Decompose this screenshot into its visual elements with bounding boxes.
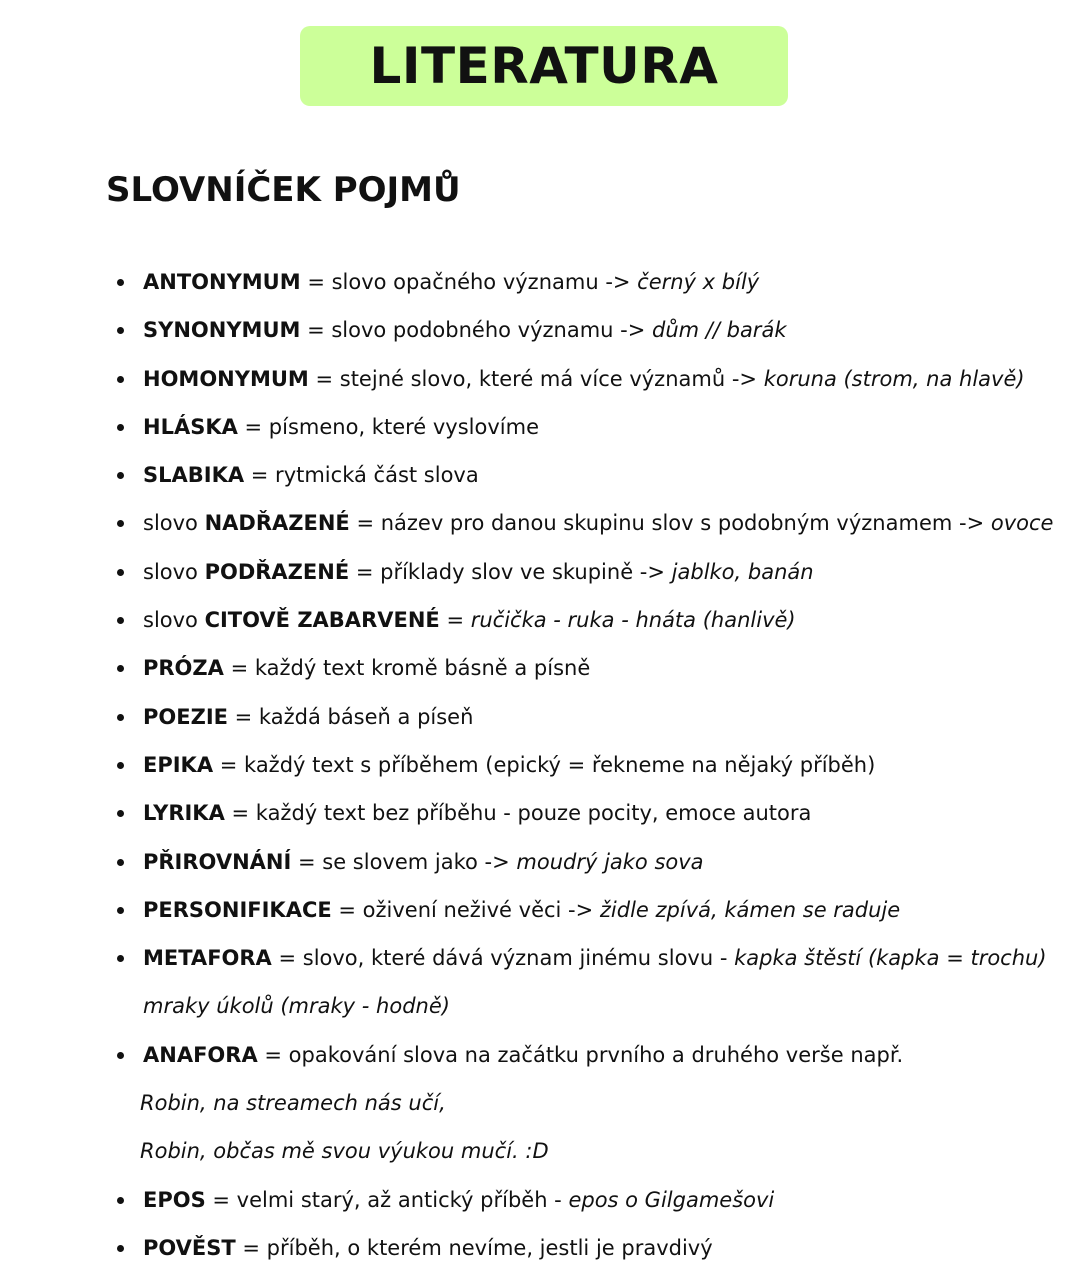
term-definition: = každý text s příběhem (epický = řekneme na nějaký příběh)	[213, 752, 876, 777]
term-name: EPOS	[143, 1187, 206, 1212]
list-item	[0, 886, 1080, 934]
term-name: METAFORA	[143, 946, 272, 971]
term-name: PODŘAZENÉ	[204, 559, 350, 584]
term-name: ANAFORA	[143, 1042, 258, 1067]
term-prefix: slovo	[143, 559, 205, 584]
term-example: koruna (strom, na hlavě)	[763, 366, 1025, 391]
term-definition: = opakování slova na začátku prvního a druhého verše např.	[257, 1042, 904, 1067]
list-item	[0, 1224, 1080, 1272]
list-item	[0, 596, 1080, 644]
term-name: PRÓZA	[143, 656, 224, 681]
verse-line	[0, 1127, 1080, 1175]
term-definition: = se slovem jako ->	[291, 849, 517, 874]
list-item	[0, 548, 1080, 596]
verse-text: Robin, na streamech nás učí,	[140, 1091, 446, 1116]
term-definition: = oživení neživé věci ->	[331, 897, 600, 922]
term-name: SYNONYMUM	[143, 318, 301, 343]
list-item-anafora	[0, 1031, 1080, 1079]
term-name: PŘIROVNÁNÍ	[143, 849, 292, 874]
term-example: ručička - ruka - hnáta (hanlivě)	[470, 608, 796, 633]
list-item	[0, 1176, 1080, 1224]
term-name: NADŘAZENÉ	[204, 511, 350, 536]
term-prefix: slovo	[143, 608, 205, 633]
list-item-metafora	[0, 934, 1047, 982]
term-list	[0, 258, 1080, 1272]
term-definition: = každý text bez příběhu - pouze pocity, emoce autora	[224, 801, 812, 826]
list-item	[0, 693, 1080, 741]
term-definition: =	[439, 608, 471, 633]
list-item	[0, 355, 1080, 403]
list-item	[0, 838, 1080, 886]
term-name: SLABIKA	[143, 463, 245, 488]
verse-text: Robin, občas mě svou výukou mučí. :D	[140, 1139, 549, 1164]
list-item	[0, 403, 1080, 451]
term-definition: = slovo, které dává význam jinému slovu -	[271, 946, 735, 971]
list-item	[0, 499, 1080, 547]
term-name: POEZIE	[143, 704, 228, 729]
title-banner	[300, 26, 788, 106]
term-name: LYRIKA	[143, 801, 225, 826]
verse-line	[0, 1079, 1080, 1127]
list-item	[0, 741, 1080, 789]
list-item	[0, 258, 1080, 306]
term-definition: = každý text kromě básně a písně	[223, 656, 591, 681]
term-name: EPIKA	[143, 752, 214, 777]
term-definition: = každá báseň a píseň	[227, 704, 474, 729]
list-item-continuation	[0, 982, 1080, 1030]
term-definition: = slovo podobného významu ->	[300, 318, 653, 343]
list-item	[0, 306, 1080, 354]
term-name: HLÁSKA	[143, 414, 238, 439]
term-definition: = příběh, o kterém nevíme, jestli je pravdivý	[235, 1235, 713, 1260]
list-item	[0, 789, 1080, 837]
term-definition: = písmeno, které vyslovíme	[237, 414, 539, 439]
term-definition: = rytmická část slova	[244, 463, 479, 488]
term-example: moudrý jako sova	[516, 849, 704, 874]
term-definition: = příklady slov ve skupině ->	[349, 559, 672, 584]
list-item	[0, 451, 1080, 499]
term-example: epos o Gilgamešovi	[568, 1187, 775, 1212]
term-example: ovoce	[990, 511, 1054, 536]
term-name: CITOVĚ ZABARVENÉ	[204, 608, 440, 633]
term-name: ANTONYMUM	[143, 270, 301, 294]
term-example: jablko, banán	[671, 559, 814, 584]
section-heading: SLOVNÍČEK POJMŮ	[106, 170, 461, 210]
term-example: mraky úkolů (mraky - hodně)	[143, 994, 450, 1019]
term-name: POVĚST	[143, 1235, 236, 1260]
term-example: kapka štěstí (kapka = trochu)	[734, 946, 1047, 971]
term-prefix: slovo	[143, 511, 205, 536]
term-example: černý x bílý	[637, 270, 760, 294]
term-definition: = stejné slovo, které má více významů ->	[308, 366, 764, 391]
term-name: HOMONYMUM	[143, 366, 309, 391]
term-example: dům // barák	[652, 318, 787, 343]
term-definition: = název pro danou skupinu slov s podobným významem ->	[349, 511, 991, 536]
term-example: židle zpívá, kámen se raduje	[599, 897, 901, 922]
page-title: LITERATURA	[369, 37, 719, 95]
term-name: PERSONIFIKACE	[143, 897, 332, 922]
term-definition: = velmi starý, až antický příběh -	[205, 1187, 569, 1212]
list-item	[0, 644, 1080, 692]
term-definition: = slovo opačného významu ->	[300, 270, 638, 294]
